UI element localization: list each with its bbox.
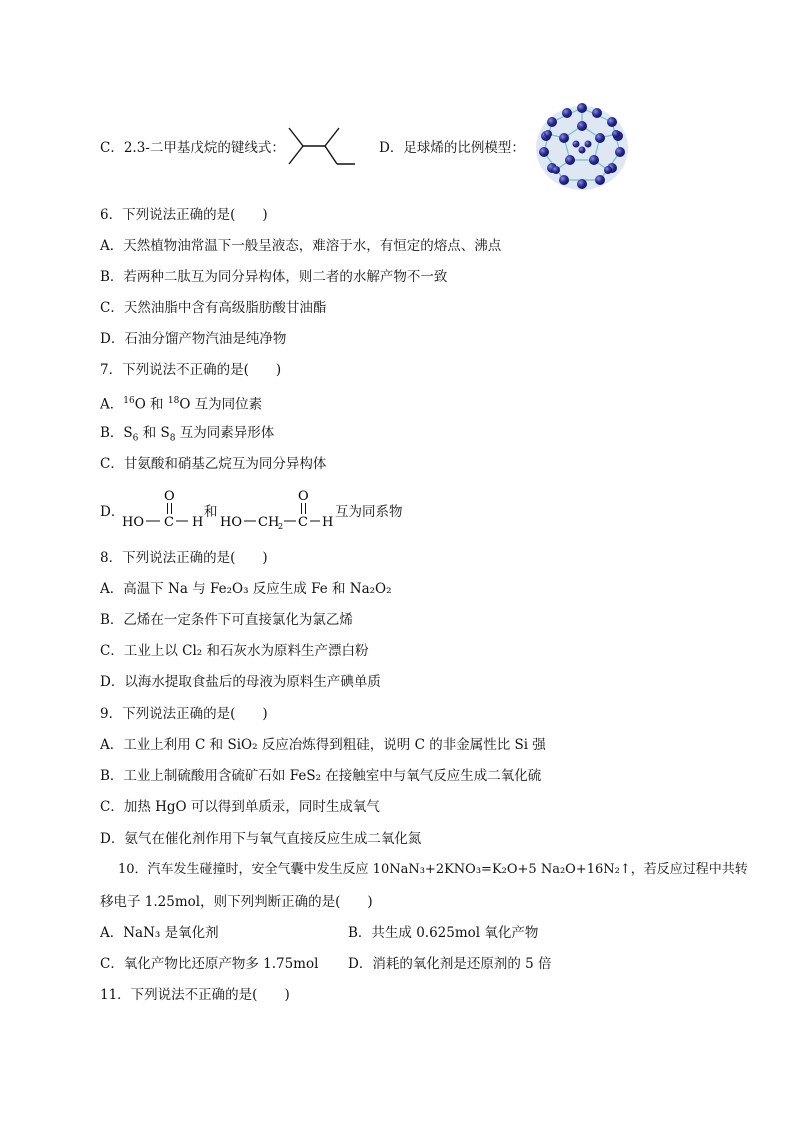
svg-text:H: H [192, 515, 204, 530]
svg-text:O: O [298, 489, 309, 504]
q6-option-a: A．天然植物油常温下一般呈液态，难溶于水，有恒定的熔点、沸点 [100, 238, 502, 254]
option-c-label: C．2.3-二甲基戊烷的键线式： [100, 140, 285, 156]
q10-stem-line1: 10．汽车发生碰撞时，安全气囊中发生反应 10NaN₃+2KNO₃=K₂O+5 Na₂O+16N₂↑，若反应过程中共转 [118, 862, 748, 877]
q6-option-b: B．若两种二肽互为同分异构体，则二者的水解产物不一致 [100, 269, 448, 285]
q6-stem: 6．下列说法正确的是( ) [100, 207, 268, 223]
svg-text:2: 2 [278, 522, 284, 530]
q8-option-a: A．高温下 Na 与 Fe₂O₃ 反应生成 Fe 和 Na₂O₂ [100, 581, 392, 597]
q6-option-d: D．石油分馏产物汽油是纯净物 [100, 331, 287, 347]
q9-option-a: A．工业上利用 C 和 SiO₂ 反应冶炼得到粗硅，说明 C 的非金属性比 Si 强 [100, 737, 546, 753]
q11-stem: 11．下列说法不正确的是( ) [100, 987, 290, 1003]
q10-option-a: A．NaN₃ 是氧化剂 [100, 925, 219, 941]
q10-option-b: B．共生成 0.625mol 氧化产物 [348, 925, 539, 941]
q7-option-d-suffix: 互为同系物 [335, 504, 403, 520]
q9-option-d: D．氨气在催化剂作用下与氧气直接反应生成二氧化氮 [100, 831, 422, 847]
q7-stem: 7．下列说法不正确的是( ) [100, 362, 282, 378]
skeletal-formula-image [283, 122, 359, 172]
q8-stem: 8．下列说法正确的是( ) [100, 550, 268, 566]
q7-option-c: C．甘氨酸和硝基乙烷互为同分异构体 [100, 456, 327, 472]
q7-option-a: A．$^{16}$O 和 $^{18}$O 互为同位素 [100, 396, 263, 413]
q10-option-c: C．氧化产物比还原产物多 1.75mol [100, 956, 319, 972]
q7-option-d-and: 和 [204, 504, 218, 520]
q6-option-c: C．天然油脂中含有高级脂肪酸甘油酯 [100, 300, 327, 316]
svg-text:H: H [322, 515, 334, 530]
hydroxyacetaldehyde-structure [218, 486, 338, 530]
q8-option-b: B．乙烯在一定条件下可直接氯化为氯乙烯 [100, 612, 353, 628]
svg-text:C: C [298, 515, 308, 530]
svg-text:HO: HO [122, 515, 144, 530]
q10-option-d: D．消耗的氧化剂是还原剂的 5 倍 [348, 956, 552, 972]
svg-text:CH: CH [258, 515, 280, 530]
svg-text:C: C [164, 515, 174, 530]
svg-text:HO: HO [220, 515, 242, 530]
svg-text:O: O [164, 489, 175, 504]
q8-option-d: D．以海水提取食盐后的母液为原料生产碘单质 [100, 674, 381, 690]
option-d-label: D．足球烯的比例模型： [379, 140, 525, 156]
q7-option-d-label: D． [100, 504, 125, 520]
q9-option-c: C．加热 HgO 可以得到单质汞，同时生成氧气 [100, 799, 380, 815]
q10-stem-line2: 移电子 1.25mol，则下列判断正确的是( ) [100, 894, 373, 910]
q7-option-b: B．$S_6$ 和 $S_8$ 互为同素异形体 [100, 425, 275, 444]
formic-acid-structure [120, 486, 210, 530]
fullerene-model-image [530, 98, 634, 194]
q9-option-b: B．工业上制硫酸用含硫矿石如 FeS₂ 在接触室中与氧气反应生成二氧化硫 [100, 768, 542, 784]
q9-stem: 9．下列说法正确的是( ) [100, 706, 268, 722]
q8-option-c: C．工业上以 Cl₂ 和石灰水为原料生产漂白粉 [100, 643, 369, 659]
